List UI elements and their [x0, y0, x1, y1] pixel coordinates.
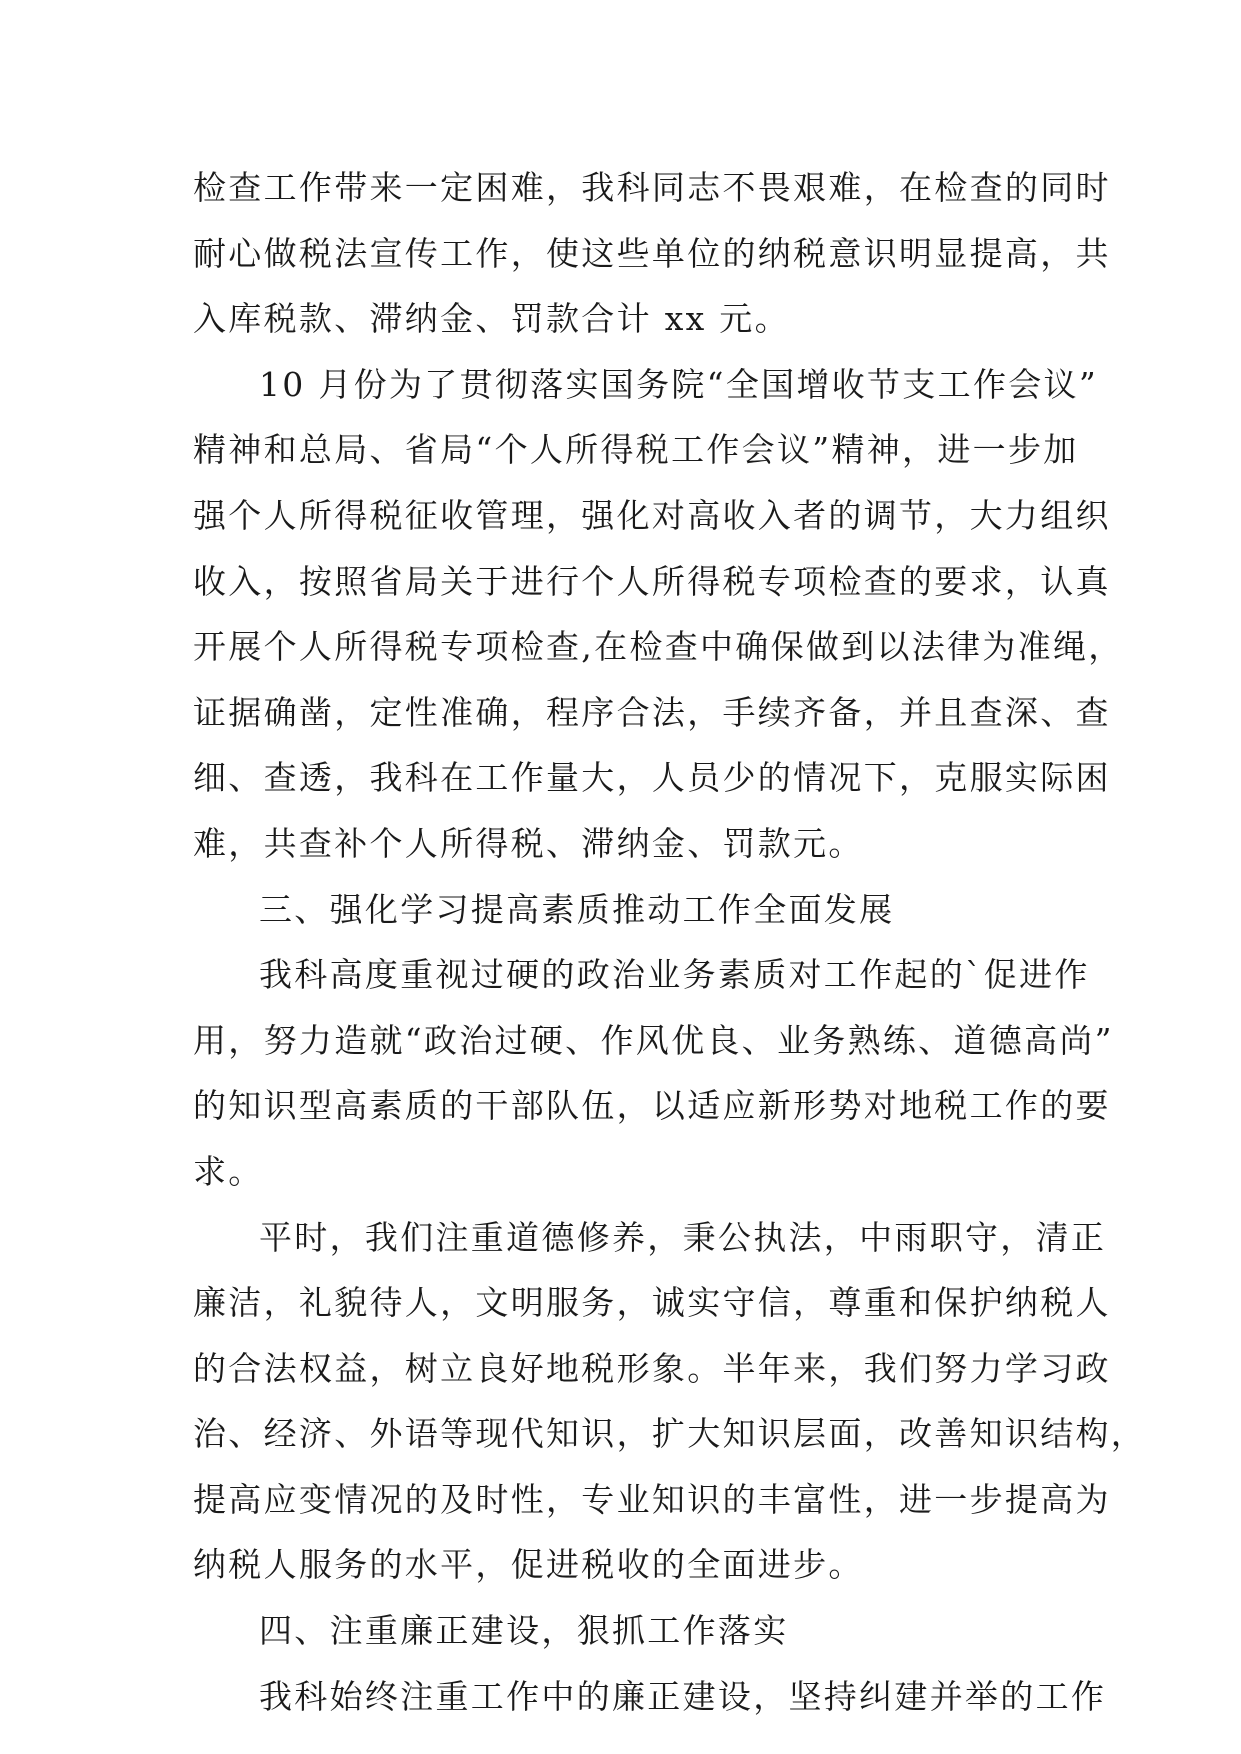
paragraph-start-line: 我科始终注重工作中的廉正建设，坚持纠建并举的工作 — [259, 1676, 1107, 1716]
section-heading: 四、注重廉正建设，狠抓工作落实 — [259, 1611, 789, 1651]
paragraph-start-line: 10 月份为了贯彻落实国务院“全国增收节支工作会议” — [259, 364, 1099, 404]
text-line: 纳税人服务的水平，促进税收的全面进步。 — [193, 1545, 864, 1585]
text-line: 的知识型高素质的干部队伍，以适应新形势对地税工作的要 — [193, 1086, 1111, 1126]
body-text — [193, 155, 1147, 1729]
paragraph-start-line: 平时，我们注重道德修养，秉公执法，中雨职守，清正 — [259, 1217, 1107, 1257]
paragraph-start-line: 我科高度重视过硬的政治业务素质对工作起的`促进作 — [259, 955, 1090, 995]
text-line: 的合法权益，树立良好地税形象。半年来，我们努力学习政 — [193, 1348, 1111, 1388]
text-line: 检查工作带来一定困难，我科同志不畏艰难，在检查的同时 — [193, 168, 1111, 207]
text-line: 强个人所得税征收管理，强化对高收入者的调节，大力组织 — [193, 495, 1111, 535]
text-line: 提高应变情况的及时性，专业知识的丰富性，进一步提高为 — [193, 1479, 1111, 1519]
text-line: 耐心做税法宣传工作，使这些单位的纳税意识明显提高，共 — [193, 233, 1111, 273]
text-line: 细、查透，我科在工作量大，人员少的情况下，克服实际困 — [193, 758, 1111, 798]
text-line: 求。 — [193, 1151, 264, 1191]
text-line: 收入，按照省局关于进行个人所得税专项检查的要求，认真 — [193, 561, 1111, 601]
text-line: 难，共查补个人所得税、滞纳金、罚款元。 — [193, 823, 864, 863]
text-line: 证据确凿，定性准确，程序合法，手续齐备，并且查深、查 — [193, 692, 1111, 732]
text-line: 用，努力造就“政治过硬、作风优良、业务熟练、道德高尚” — [193, 1020, 1114, 1060]
text-line: 精神和总局、省局“个人所得税工作会议”精神，进一步加 — [193, 430, 1079, 470]
text-line: 廉洁，礼貌待人，文明服务，诚实守信，尊重和保护纳税人 — [193, 1283, 1111, 1323]
text-line: 开展个人所得税专项检查,在检查中确保做到以法律为准绳， — [193, 627, 1124, 667]
text-line: 入库税款、滞纳金、罚款合计 xx 元。 — [193, 299, 790, 339]
section-heading: 三、强化学习提高素质推动工作全面发展 — [259, 889, 895, 929]
text-line: 治、经济、外语等现代知识，扩大知识层面，改善知识结构， — [193, 1414, 1147, 1454]
